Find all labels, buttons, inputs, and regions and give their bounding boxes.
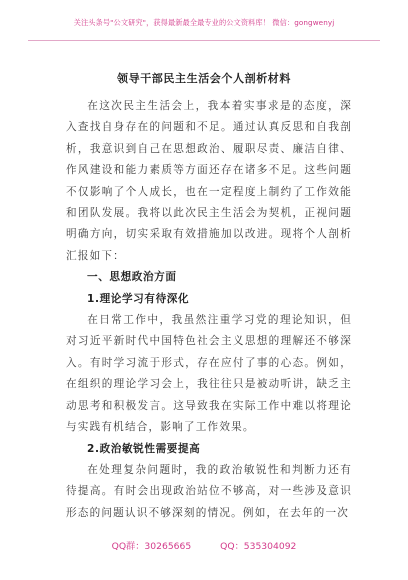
document-title: 领导干部民主生活会个人剖析材料 bbox=[117, 72, 291, 85]
header-divider bbox=[28, 40, 380, 41]
sub-heading-theory-study: 1.理论学习有待深化 bbox=[87, 292, 190, 305]
header-banner: 关注头条号"公文研究"，获得最新最全最专业的公文资料库！ 微信：gongwenyj bbox=[73, 18, 335, 27]
section-heading-political: 一、思想政治方面 bbox=[87, 271, 177, 284]
footer-qq-number: QQ：535304092 bbox=[220, 541, 297, 552]
intro-paragraph: 在这次民主生活会上，我本着实事求是的态度，深入查找自身存在的问题和不足。通过认真反思和自我剖析，我意识到自己在思想政治、履职尽责、廉洁自律、作风建设和能力素质等方面还存在诸多不足。这些问题不仅影响了个人成长，也在一定程度上制约了工作效能和团队发展。我将以此次民主生活会为契机，正视问题明确方向，切实采取有效措施加以改进。现将个人剖析汇报如下： bbox=[66, 100, 352, 262]
footer-qq-group: QQ群：30265665 bbox=[111, 541, 192, 552]
footer-contact bbox=[0, 538, 408, 552]
document-body bbox=[66, 96, 352, 524]
sub-heading-political-sensitivity: 2.政治敏锐性需要提高 bbox=[87, 442, 201, 455]
political-sensitivity-paragraph: 在处理复杂问题时，我的政治敏锐性和判断力还有待提高。有时会出现政治站位不够高，对一些涉及意识形态的问题认识不够深刻的情况。例如，在去年的一次 bbox=[66, 463, 352, 519]
theory-study-paragraph: 在日常工作中，我虽然注重学习党的理论知识，但对习近平新时代中国特色社会主义思想的理解还不够深入。有时学习流于形式，存在应付了事的心态。例如，在组织的理论学习会上，我往往只是被动听讲，缺乏主动思考和积极发言。这导致我在实际工作中难以将理论与实践有机结合，影响了工作效果。 bbox=[66, 314, 352, 434]
